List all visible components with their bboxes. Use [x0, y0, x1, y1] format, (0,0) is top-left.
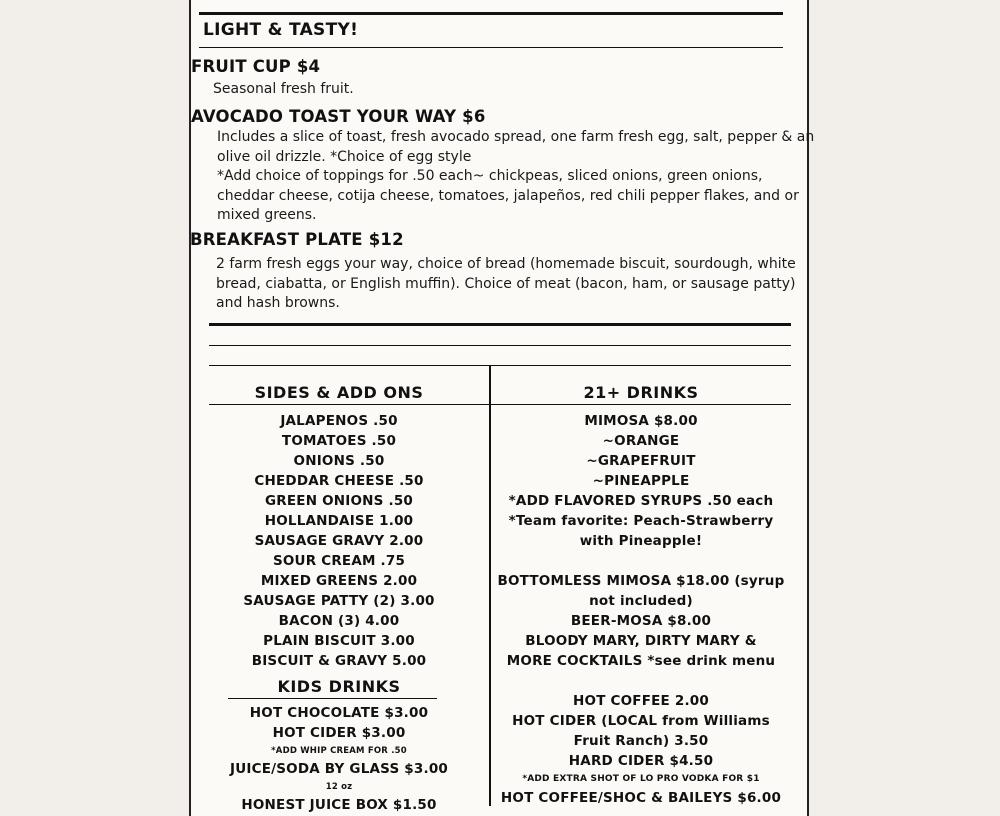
side-item: SAUSAGE GRAVY 2.00: [254, 533, 424, 549]
sides-header: SIDES & ADD ONS: [254, 383, 424, 402]
drink-item: ~ORANGE: [602, 433, 680, 449]
side-item: PLAIN BISCUIT 3.00: [263, 633, 415, 649]
side-item: MIXED GREENS 2.00: [260, 573, 418, 589]
side-item: BISCUIT & GRAVY 5.00: [251, 653, 427, 669]
kids-item: JUICE/SODA BY GLASS $3.00: [229, 761, 449, 777]
kids-item: HOT CHOCOLATE $3.00: [249, 705, 429, 721]
item-desc-avocado-toast: Includes a slice of toast, fresh avocado spread, one farm fresh egg, salt, pepper & an olive oil drizzle. *Choice of egg style *Add choice of toppings for .50 each~ chickpeas, sliced onions, green onions, cheddar cheese, cotija cheese, tomatoes, jalapeños, red chili pepper flakes, and or mixed greens.: [217, 129, 815, 223]
drink-item: BOTTOMLESS MIMOSA $18.00 (syrup: [497, 573, 785, 589]
drink-item: BEER-MOSA $8.00: [570, 613, 712, 629]
drinks-column: [491, 381, 791, 808]
side-item: SAUSAGE PATTY (2) 3.00: [243, 593, 435, 609]
drink-item-cutoff: HOT COFFEE/SHOC & BAILEYS $6.00: [500, 790, 782, 806]
drink-item: BLOODY MARY, DIRTY MARY &: [525, 633, 757, 649]
section-underline: [199, 47, 783, 48]
drink-item: ~GRAPEFRUIT: [586, 453, 696, 469]
item-desc-fruit-cup: Seasonal fresh fruit.: [213, 81, 354, 97]
kids-juice-note: 12 oz: [325, 782, 353, 792]
kids-header: KIDS DRINKS: [277, 677, 401, 696]
drink-item: not included): [589, 593, 693, 609]
divider-rule-thin-1: [209, 345, 791, 346]
section-title: LIGHT & TASTY!: [203, 20, 359, 40]
drink-note: *ADD EXTRA SHOT OF LO PRO VODKA FOR $1: [522, 774, 760, 784]
drink-item: *Team favorite: Peach-Strawberry: [508, 513, 774, 529]
item-title-avocado-toast: AVOCADO TOAST YOUR WAY $6: [191, 107, 486, 126]
drink-item: with Pineapple!: [579, 533, 703, 549]
sides-column: [209, 381, 469, 815]
side-item: GREEN ONIONS .50: [264, 493, 414, 509]
item-title-fruit-cup: FRUIT CUP $4: [191, 57, 321, 76]
item-desc-breakfast-plate: 2 farm fresh eggs your way, choice of bread (homemade biscuit, sourdough, white bread, ciabatta, or English muffin). Choice of meat (bacon, ham, or sausage patty) and hash browns.: [216, 256, 796, 311]
side-item: TOMATOES .50: [281, 433, 397, 449]
side-item: BACON (3) 4.00: [278, 613, 400, 629]
drink-item: Fruit Ranch) 3.50: [573, 733, 709, 749]
drinks-header: 21+ DRINKS: [583, 383, 699, 402]
drink-item: ~PINEAPPLE: [592, 473, 690, 489]
drink-item: *ADD FLAVORED SYRUPS .50 each: [508, 493, 774, 509]
drink-item: MIMOSA $8.00: [584, 413, 698, 429]
kids-note: *ADD WHIP CREAM FOR .50: [271, 746, 407, 756]
side-item: JALAPENOS .50: [280, 413, 398, 429]
kids-item-cutoff: HONEST JUICE BOX $1.50: [241, 797, 437, 813]
top-rule: [199, 12, 783, 15]
side-item: SOUR CREAM .75: [272, 553, 406, 569]
item-title-breakfast-plate: BREAKFAST PLATE $12: [190, 230, 404, 249]
side-item: ONIONS .50: [293, 453, 385, 469]
drink-item: HOT CIDER (LOCAL from Williams: [512, 713, 770, 729]
divider-rule-thin-2: [209, 365, 791, 366]
drink-item: HARD CIDER $4.50: [568, 753, 714, 769]
kids-item: HOT CIDER $3.00: [272, 725, 406, 741]
drink-item: HOT COFFEE 2.00: [573, 693, 709, 709]
drink-item: MORE COCKTAILS *see drink menu: [506, 653, 776, 669]
side-item: CHEDDAR CHEESE .50: [254, 473, 424, 489]
divider-rule-thick: [209, 323, 791, 326]
side-item: HOLLANDAISE 1.00: [264, 513, 414, 529]
